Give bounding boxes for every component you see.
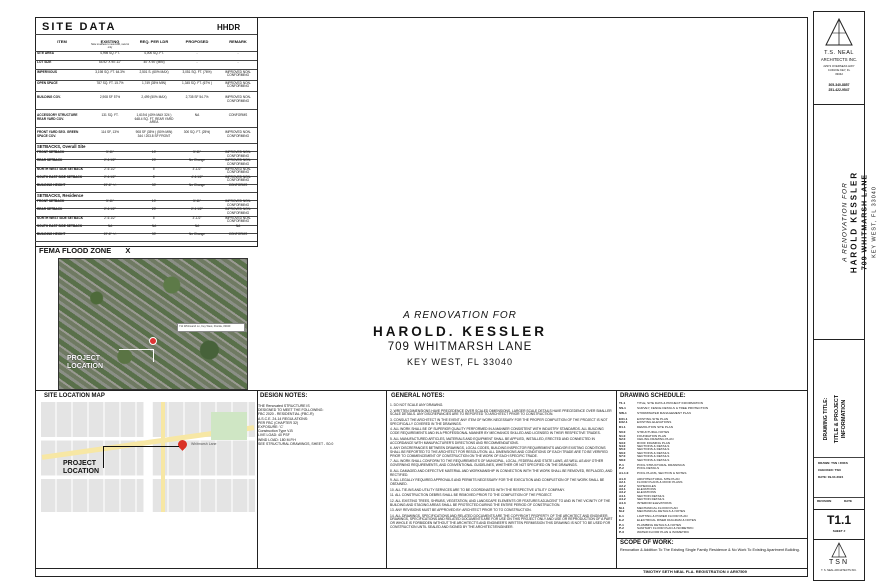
- schedule-row: [619, 421, 805, 424]
- sheet-code: E-2: [619, 517, 624, 522]
- sheet-code: A4.2: [619, 497, 626, 502]
- sheet-number-box: [814, 509, 864, 540]
- sheet-title: TITLE, SITE DATA & PROJECT INFORMATION: [637, 401, 703, 405]
- fema-label: FEMA FLOOD ZONE: [39, 246, 112, 255]
- site-location-title: SITE LOCATION MAP: [44, 393, 105, 399]
- site-data-cell: IMPROVED NON-CONFORMING: [224, 80, 252, 89]
- site-data-cell: NA: [235, 223, 241, 228]
- site-data-cell: -: [237, 50, 239, 55]
- pyramid-logo-icon: [831, 542, 847, 558]
- bottom-band-divider: [35, 390, 808, 391]
- site-data-cell: 19'-6" +/-: [103, 182, 117, 187]
- site-data-item: NORTH WEST SIDE SETBACK: [37, 215, 84, 220]
- map-pin-label: Whitmarsh Lane: [191, 442, 217, 446]
- site-data-cell: IMPROVED NON-CONFORMING: [224, 130, 252, 138]
- sheet-title: POOL PLANS, SECTION & NOTES: [637, 471, 687, 476]
- project-line1: A RENOVATION FOR: [403, 310, 517, 321]
- site-data-cell: 1,619.6 (40% MAX 324 ) 648.4 SQ. FT. REAR YARD AREA: [134, 113, 174, 125]
- sheet-title: POOL STRUCTURAL DRAWINGS: [637, 462, 685, 467]
- sheet-code: A4.3: [619, 500, 626, 505]
- aerial-tooltip: 711 Whitmarsh Ln, Key West, Florida, 33040: [177, 323, 245, 332]
- site-data-cell: 3,051 SQ. FT. (76%): [182, 69, 212, 74]
- site-data-cell: CONFORMS: [228, 182, 248, 187]
- site-data-cell: 2'-6 1/2": [104, 215, 116, 220]
- firm-name-2: ARCHITECTS INC.: [820, 57, 858, 62]
- firm-address-1: 22972 OVERSEAS HWY: [823, 64, 855, 68]
- site-data-cell: 10': [151, 199, 157, 204]
- logo-text: TSN: [829, 559, 849, 566]
- site-data-item: REAR SETBACK: [37, 207, 63, 212]
- project-title-block: [372, 310, 547, 367]
- vertical-line1: A RENOVATION FOR: [841, 182, 849, 262]
- site-data-column-header: REQ. PER LDR: [139, 39, 169, 44]
- project-city: KEY WEST, FL 33040: [406, 357, 514, 367]
- pyramid-icon: [824, 17, 854, 47]
- sheet-title: ROOF FRAMING PLAN: [637, 440, 671, 445]
- general-note: 5. ALL MANUFACTURED ARTICLES, MATERIALS AND EQUIPMENT SHALL BE APPLIED, INSTALLED, ERECTED AND CONNECTED IN ACCORDANCE WITH MANUFACTURER'S DIRECTIONS AND RECOMMENDATIONS.: [390, 436, 595, 445]
- drawing-schedule-title: DRAWING SCHEDULE:: [620, 393, 686, 399]
- schedule-group: [619, 507, 805, 514]
- site-data-cell: 3'-11": [193, 199, 201, 204]
- site-data-cell: 2,501 S. (60% MAX): [139, 69, 169, 74]
- site-data-cell: 5': [152, 174, 156, 179]
- sheet-number: T1.1: [826, 513, 851, 527]
- sheet-code: S6.0: [619, 450, 626, 455]
- sheet-title: ELEVATIONS: [637, 486, 656, 491]
- site-data-item: BUILDING HEIGHT: [37, 231, 66, 236]
- general-note: 8. ALL DAMAGED AND DEFECTIVE MATERIAL AND WORKMANSHIP IN CONNECTION WITH THE WORK SHALL BE REMOVED, REPLACED, AND RECTIFIED.: [390, 468, 613, 477]
- site-data-cell: 40' X 90' (MIN): [143, 59, 165, 64]
- site-data-cell: NA: [151, 223, 157, 228]
- sheet-title: EXISTING ELEVATIONS: [637, 420, 672, 425]
- general-note: 11. ALL CONSTRUCTION DEBRIS SHALL BE REMOVED PRIOR TO THE COMPLETION OF THE PROJECT.: [390, 493, 553, 498]
- site-data-cell: 3'-1/2": [192, 166, 202, 171]
- site-data-cell: 787 SQ. FT. 15.7%: [96, 80, 124, 85]
- registration: TIMOTHY SETH NEAL FLA. REGISTRATION # AR97509: [643, 569, 747, 574]
- site-data-cell: 3'-11": [193, 150, 201, 155]
- firm-logo-block: [814, 12, 864, 105]
- firm-logo-icon: [824, 17, 854, 47]
- site-data-column-header: REMARK: [229, 39, 247, 44]
- drawing-title-1: TITLE & PROJECT: [834, 394, 840, 444]
- schedule-row: [619, 426, 805, 429]
- sheet-code: P-2: [619, 526, 624, 531]
- site-data-cell: 4,000 SQ. FT.: [144, 50, 164, 55]
- site-data-cell: 4,998 SQ. FT.: [100, 50, 120, 55]
- setbacks-section-title: SETBACKS, Overall Site: [37, 144, 86, 149]
- schedule-group: [619, 402, 805, 405]
- site-data-cell: -: [196, 59, 198, 64]
- schedule-row: [619, 502, 805, 505]
- sheet-title: CEILING FRAMING PLAN: [637, 437, 674, 442]
- site-data-cell: NA: [107, 223, 113, 228]
- site-data-cell: No Change: [188, 182, 206, 187]
- sheet-title: SURVEY, FENCE DETAILS & TREE PROTECTION: [637, 406, 709, 411]
- site-data-cell: 131 SQ. FT.: [101, 113, 119, 117]
- sheet-title: SECTIONS & DETAILS: [637, 450, 670, 455]
- site-data-cell: IMPROVED NON-CONFORMING: [224, 199, 252, 207]
- sheet-title: ELECTRICAL RISER DIAGRAM & NOTES: [637, 517, 697, 522]
- general-note: 12. ALL EXISTING TREES, SHRUBS, VEGETATION, AND LANDSCAPE ELEMENTS OR FEATURES ADJACENT TO AND IN THE VICINITY OF THE BUILDING AND STAGING AREAS SHALL BE PROTECTED DURING THE ENTIRE PERIOD OF CONSTRUCTION.: [390, 498, 611, 507]
- sheet-code: S8.0: [619, 457, 626, 462]
- schedule-row: [619, 510, 805, 513]
- site-data-item: BUILDING COV.: [37, 95, 61, 99]
- aerial-callout: PROJECT LOCATION: [67, 355, 104, 370]
- sheet-code: S7.0: [619, 454, 626, 459]
- site-data-cell: CONFORMS: [228, 231, 248, 236]
- site-data-cell: 2'-6 1/2": [104, 174, 116, 179]
- site-data-cell: IMPROVED NON-CONFORMING: [224, 158, 252, 166]
- site-data-cell: 1,345 SQ. FT. (67% ): [182, 80, 212, 85]
- drawing-date: DATE: 09-04-2024: [818, 475, 844, 479]
- site-data-item: FRONT SETBACK: [37, 199, 65, 204]
- firm-address-2: CUDJOE KEY, FL: [827, 68, 851, 72]
- site-data-cell: 10': [151, 150, 157, 155]
- site-data-cell: No Change: [188, 158, 206, 163]
- sheet-title: SECTIONS & DETAILS: [637, 454, 670, 459]
- site-data-cell: 20': [151, 158, 157, 163]
- general-note: 3. CONSULT THE ARCHITECT IN THE EVENT ANY ITEM OF WORK NECESSARY FOR THE PROPER COMPLETION OF THE PROJECT IS NOT SPECIFICALLY COVERED IN THE DRAWINGS.: [390, 417, 608, 426]
- site-location-map: [41, 402, 255, 512]
- site-data-cell: 114 SF, 13%: [101, 130, 119, 134]
- checked-by: CHECKED: TSN: [818, 468, 841, 472]
- title-block: [813, 11, 878, 581]
- site-data-cell: 2'-6 1/2": [104, 207, 116, 212]
- map-park: [211, 412, 247, 440]
- sheet-code: S0.0: [619, 430, 626, 435]
- site-data-column-header: PROPOSED: [185, 39, 209, 44]
- schedule-row: [619, 472, 805, 475]
- site-data-cell: 4'-6 1/2": [191, 174, 203, 179]
- sheet-code: P-2: [619, 466, 624, 471]
- sheet-title: PLUMBING DETAILS & NOTES: [637, 522, 682, 527]
- schedule-row: [619, 531, 805, 534]
- site-data-cell: 5': [152, 215, 156, 220]
- firm-phone-2: 251-422-9547: [828, 88, 850, 92]
- fema-zone: X: [125, 246, 131, 255]
- existing-column-note: Note to adhere to new LDR, new lot only: [91, 43, 129, 49]
- site-data-cell: 3'-11": [106, 199, 114, 204]
- general-note: 6. ANY DISCREPANCIES BETWEEN DRAWINGS, LOCAL CODES, BUILDING INSPECTOR REQUIREMENTS AND/OR EXISTING CONDITIONS SHALL BE REPORTED TO THE ARCHITECT FOR RESOLUTION. ALL DIMENSIONS AND CONDITIONS OF EACH TRADE ARE TO BE VERIFIED PRIOR TO COMMENCEMENT OF CONSTRUCTION ON THE WORK OF EACH SPECIFIC TRADE.: [390, 446, 608, 458]
- sheet-title: ARCHITECTURAL SITE PLAN: [637, 476, 680, 481]
- site-data-item: FRONT SETBACK: [37, 150, 65, 155]
- general-note: 2. WRITTEN DIMENSIONS HAVE PRECEDENCE OVER SCALED DIMENSIONS. LARGER SCALE DETAILS HAVE PRECEDENCE OVER SMALLER SCALE DETAILS. ANY DISCREPANCIES ARE TO REPORTED TO ARCHITECT PRIOR TO CONSTRUCTION.: [390, 408, 612, 417]
- fema-flood-zone: [39, 246, 130, 255]
- site-data-item: SOUTH EAST SIDE SETBACK: [37, 174, 83, 179]
- site-data-cell: 2,908 SF 57%: [99, 95, 121, 99]
- firm-address-3: 33042: [835, 72, 843, 76]
- site-data-cell: 30': [151, 182, 157, 187]
- design-notes-body: THE Renovated STRUCTURE IS DESIGNED TO MEET THE FOLLOWING: FBC 2020 - RESIDENTIAL (FBC-R) A.S.C.E. 24-14 REGULATIONS: PER FBC (CHAPTER 32) EXPOSURE: 'C' Construction Type V-B LIVE LOAD: 40 PSF WIND LOAD: 180 M.P.H SEE STRUCTURAL DRAWINGS, SHEET - S0.0: [258, 404, 334, 446]
- schedule-group: [619, 464, 805, 471]
- sheet-code: S4.0: [619, 444, 626, 449]
- site-data-item: SITE AREA: [37, 50, 54, 55]
- sheet-code: P-1: [619, 522, 624, 527]
- sheet-code: A4.1: [619, 493, 626, 498]
- sheet-title: SANITARY FLOOR PLAN & ISOMETRIC: [637, 526, 694, 531]
- site-data-cell: 3'-11": [106, 150, 114, 155]
- vertical-line4: KEY WEST, FL 33040: [871, 186, 878, 258]
- vertical-project-title: [814, 104, 878, 340]
- sheet-code: A1.0: [619, 476, 626, 481]
- site-data-cell: IMPROVED NON-CONFORMING: [224, 215, 252, 224]
- setbacks-section-title: SETBACKS, Residence: [37, 193, 84, 198]
- site-data-cell: 5': [152, 166, 156, 171]
- sheet-title: SECTION DETAILS: [637, 497, 665, 502]
- drawing-title-2: INFORMATION: [841, 399, 847, 439]
- logo-sub: T. S. NEAL ARCHITECTS INC.: [821, 569, 857, 572]
- site-data-cell: 54.92' X 90'-11": [98, 59, 122, 64]
- site-data-cell: 2'-6 1/2": [104, 158, 116, 163]
- site-data-cell: 2,735 SF 54.7%: [185, 95, 209, 99]
- map-callout: PROJECT LOCATION: [63, 460, 100, 475]
- schedule-group: [619, 418, 805, 425]
- site-data-cell: NA: [194, 223, 200, 228]
- vertical-line2: HAROLD KESSLER: [849, 170, 859, 274]
- site-data-cell: CONFORMS: [228, 113, 248, 117]
- sheet-title: SECTIONS & DETAILS: [637, 444, 670, 449]
- site-data-cell: IMPROVED NON-CONFORMING: [224, 69, 252, 78]
- zoning-district: HHDR: [217, 23, 241, 32]
- sheet-title: STRUCTURAL NOTES: [637, 430, 670, 435]
- drawn-by: DRAWN: TSN / ZDKS: [818, 461, 848, 465]
- aerial-marker: [149, 337, 157, 345]
- site-data-cell: 2'-6 1/2": [104, 166, 116, 171]
- sheet-code: S3.0: [619, 440, 626, 445]
- sheet-title: FLOOR PLANS & ROOF PLANS: [637, 480, 683, 485]
- sheet-code: D1.1: [619, 425, 626, 430]
- sheet-code: M-2: [619, 509, 625, 514]
- sheet-code: EX1.1: [619, 416, 628, 421]
- project-owner: HAROLD. KESSLER: [372, 324, 547, 339]
- sheet-title: DEMOLITION SITE PLAN: [637, 425, 673, 430]
- sheet-code: P-3: [619, 529, 624, 534]
- site-data-item: SOUTH EAST SIDE SETBACK: [37, 223, 83, 228]
- sheet-code: A1-1.0: [619, 471, 629, 476]
- sheet-code: EX2.1: [619, 420, 628, 425]
- sheet-code: SS-1: [619, 406, 626, 411]
- site-data-cell: IMPROVED NON-CONFORMING: [224, 174, 252, 183]
- project-address: 709 WHITMARSH LANE: [387, 341, 533, 353]
- schedule-group: [619, 478, 805, 505]
- schedule-group: [619, 412, 805, 415]
- sheet-title: MECHANICAL DETAILS & NOTES: [637, 509, 686, 514]
- sheet-title: SECTION DETAILS: [637, 493, 665, 498]
- sheet-code: A2.1: [619, 480, 626, 485]
- site-data-title: SITE DATA: [42, 21, 117, 33]
- drawing-title-area: [814, 339, 864, 510]
- site-data-cell: IMPROVED NON-CONFORMING: [224, 95, 252, 103]
- schedule-group: [619, 515, 805, 522]
- sheet-code: M-1: [619, 505, 625, 510]
- schedule-row: [619, 407, 805, 410]
- site-data-item: LOT SIZE: [37, 59, 52, 64]
- site-data-item: NORTH WEST SIDE SETBACK: [37, 166, 84, 171]
- firm-phone-1: 305-340-8857: [828, 83, 850, 87]
- site-data-cell: No Change: [188, 231, 206, 236]
- aerial-photo: [58, 258, 248, 390]
- sheet-code: A3.2: [619, 490, 626, 495]
- revision-date-label: DATE: [844, 499, 852, 503]
- schedule-row: [619, 412, 805, 415]
- sheet-title: POOL DETAILS: [637, 466, 660, 471]
- site-data-cell: 2'-1 1/2": [191, 207, 203, 212]
- site-data-cell: 3,198 SQ. FT. 64.3%: [95, 69, 125, 74]
- sheet-code: T1.1: [619, 401, 626, 405]
- site-data-cell: 1,749 (35% MIN): [141, 80, 167, 85]
- site-data-item: REAR SETBACK: [37, 158, 63, 163]
- site-data-cell: 3'-1/2": [192, 215, 202, 220]
- sheet-title: LIGHTING & POWER FLOOR PLAN: [637, 514, 688, 519]
- sheet-title: SECTIONS & DETAILS: [637, 447, 670, 452]
- site-data-item: BUILDING HEIGHT: [37, 182, 66, 187]
- sheet-code: A3.1: [619, 486, 626, 491]
- sheet-code: E-1: [619, 514, 624, 519]
- schedule-group: [619, 431, 805, 462]
- site-data-column-header: ITEM: [57, 39, 67, 44]
- general-notes-list: [390, 404, 614, 532]
- firm-name: T.S. NEAL: [824, 50, 854, 56]
- sheet-code: A2.2: [619, 483, 626, 488]
- site-data-cell: 300 SQ. FT. (25%): [183, 130, 211, 134]
- sheet-code: P-1: [619, 462, 624, 467]
- sheet-title: WATER FLOOR PLAN & ISOMETRIC: [637, 529, 690, 534]
- sheet-title: EXISTING SITE PLAN: [637, 416, 669, 421]
- site-data-cell: 20': [151, 207, 157, 212]
- site-data-item: OPEN SPACE: [37, 80, 58, 85]
- scope-title: SCOPE OF WORK:: [620, 540, 674, 546]
- aerial-callout-line: [119, 349, 154, 362]
- site-data-item: IMPERVIOUS: [37, 69, 57, 74]
- general-note: 4. ALL WORK SHALL BE OF SUPERIOR QUALITY PERFORMED IN A MANNER CONSISTENT WITH INDUSTRY STANDARDS. ALL BUILDING CODE REQUIREMENTS AND IN A PROFESSIONAL MANNER BY MECHANICS SKILLED AND LICENSED IN THEIR RESPECTIVE TRADES.: [390, 427, 604, 436]
- sheet-code: SW-1: [619, 411, 627, 416]
- sheet-code: S1.0: [619, 433, 626, 438]
- site-data-column-header: EXISTING: [100, 39, 120, 44]
- site-data-item: ACCESSORY STRUCTURE REAR YARD COV.: [37, 113, 78, 121]
- general-note: 13. ANY REVISIONS MUST BE APPROVED BY: ARCHITECT PRIOR TO TO CONSTRUCTION.: [390, 508, 532, 513]
- drawing-title-label: DRAWING TITLE:: [823, 397, 829, 441]
- site-data-cell: NA: [194, 113, 200, 117]
- site-data-cell: 2,499 (50% MAX): [141, 95, 167, 99]
- bottom-logo: [814, 539, 864, 580]
- schedule-group: [619, 472, 805, 475]
- scope-body: Renovation & Addition To The Existing Single Family Residence & No Work To Existing Apartment Building.: [620, 548, 800, 552]
- schedule-row: [619, 519, 805, 522]
- site-data-cell: IMPROVED NON-CONFORMING: [224, 166, 252, 175]
- map-callout-line: [103, 446, 179, 469]
- revision-label: REVISION: [817, 499, 832, 503]
- sheet-title: INTERIOR ELEVATIONS: [637, 500, 672, 505]
- sheet-title: FOUNDATION PLAN: [637, 433, 667, 438]
- schedule-row: [619, 459, 805, 462]
- site-data-cell: IMPROVED NON-CONFORMING: [224, 150, 252, 158]
- general-note: 9. ALL LEGALLY REQUIRED APPROVALS AND PERMITS NECESSARY FOR THE EXECUTION AND COMPLETION OF THE WORK SHALL BE OBTAINED.: [390, 478, 605, 487]
- schedule-group: [619, 426, 805, 429]
- general-note: 10. ALL TIE-INS AND UTILITY SERVICES ARE TO BE COORDINATED WITH THE RESPECTIVE UTILITY COMPANY.: [390, 487, 565, 492]
- schedule-group: [619, 407, 805, 410]
- sheet-label: SHEET #: [832, 529, 846, 533]
- site-data-cell: -: [237, 59, 239, 64]
- schedule-row: [619, 467, 805, 470]
- general-notes-title: GENERAL NOTES:: [391, 393, 445, 399]
- design-notes-title: DESIGN NOTES:: [260, 393, 308, 399]
- sheet-title: SCHEDULES: [637, 483, 656, 488]
- sheet-title: SECTIONS & DETAILS: [637, 457, 670, 462]
- schedule-group: [619, 524, 805, 534]
- site-data-cell: 30': [151, 231, 157, 236]
- general-note: 7. ALL WORK SHALL CONFORM TO THE REQUIREMENTS OF MUNICIPAL, LOCAL, FEDERAL AND STATE LAWS, AS WELL AS ANY OTHER GOVERNING REQUIREMENTS, AND CONVENTIONAL GUIDELINES, WHETHER OR NOT SPECIFIED ON THE DRAWINGS.: [390, 459, 604, 468]
- sheet-title: ELEVATIONS: [637, 490, 656, 495]
- sheet-title: MECHANICAL FLOOR PLAN: [637, 505, 678, 510]
- site-data-cell: 19'-6" +/-: [103, 231, 117, 236]
- schedule-row: [619, 402, 805, 405]
- vertical-line3: 709 WHITMARSH LANE: [861, 173, 869, 271]
- general-note: 14. ALL DRAWINGS, SPECIFICATIONS AND RELATED DOCUMENTS ARE THE COPYRIGHT PROPERTY OF THE ARCHITECT AND ENGINEER. DRAWINGS, SPECIFICATIONS AND RELATED DOCUMENTS ARE FOR USE ON THIS PROJECT ONLY AND USE OR REPRODUCTION OF A PART OR WHOLE IS FORBIDDEN WITHOUT THE ARCHITECT'S AND ENGINEER'S WRITTEN PERMISSION THIS DRAWING IS NOT TO BE USED FOR CONSTRUCTION UNTIL SEALED AND SIGNED BY THE ARCHITECT/ENGINEER.: [390, 513, 613, 530]
- sheet-code: S5.0: [619, 447, 626, 452]
- site-data-item: FRONT YARD SEG. GREEN SPACE COV.: [37, 130, 79, 138]
- site-data-table: [35, 17, 258, 247]
- site-data-cell: IMPROVED NON-CONFORMING: [224, 207, 252, 215]
- sheet-title: STORMWATER MANAGEMENT PLAN: [637, 411, 691, 416]
- site-data-cell: -: [196, 50, 198, 55]
- general-note: 1. DO NOT SCALE ANY DRAWING.: [390, 403, 444, 407]
- drawing-schedule-list: [619, 402, 805, 536]
- site-data-cell: 908 SF (35% ) (50% MIN) 344 / 203.8 SF FRONT: [135, 130, 173, 138]
- sheet-code: S2.0: [619, 437, 626, 442]
